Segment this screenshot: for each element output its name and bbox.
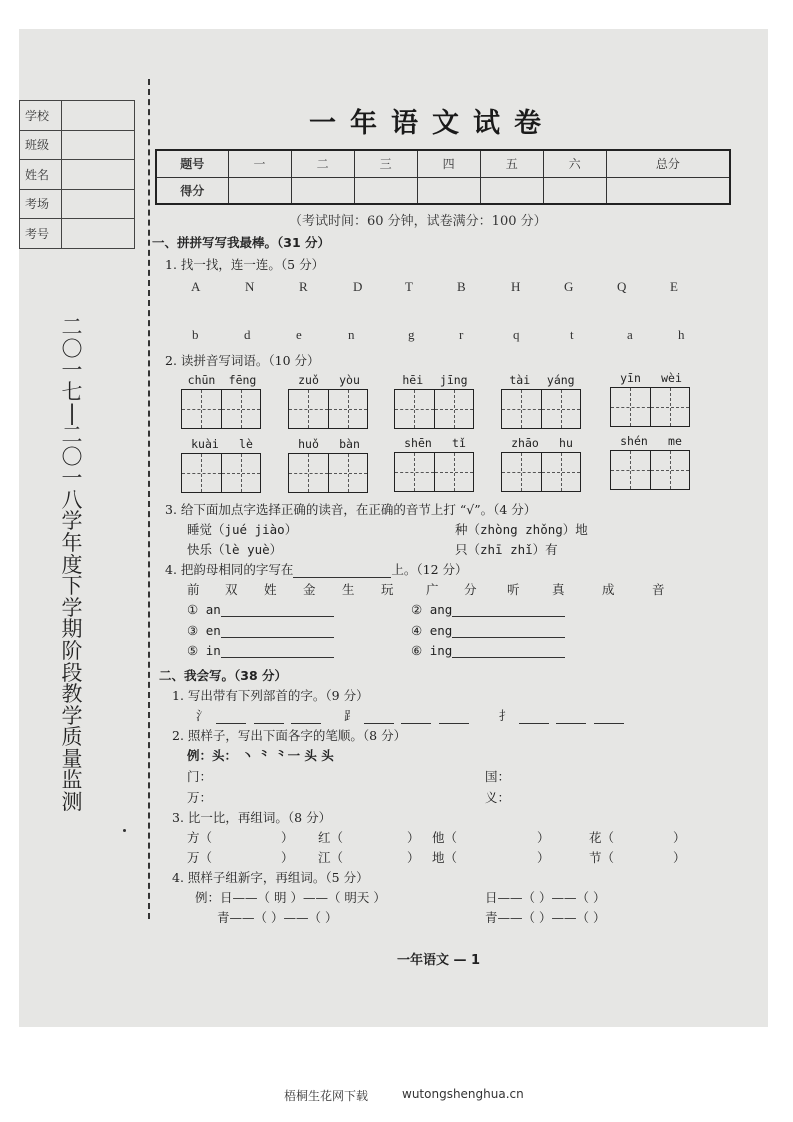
answer-blank[interactable] xyxy=(439,723,469,724)
answer-blank[interactable] xyxy=(594,723,624,724)
info-field-exam-number[interactable] xyxy=(62,219,135,249)
stroke-example: 例：头： 丶 ⺀ ⺀一 头 头 xyxy=(187,748,334,763)
score-header-3: 三 xyxy=(354,150,417,177)
pronunciation-choice[interactable]: 睡觉（jué jiào） xyxy=(187,522,298,537)
answer-blank[interactable] xyxy=(364,723,394,724)
lower-letter[interactable]: g xyxy=(408,327,415,342)
answer-blank[interactable] xyxy=(452,616,565,617)
score-cell-3[interactable] xyxy=(354,177,417,204)
writing-grid[interactable] xyxy=(181,453,261,493)
writing-grid[interactable] xyxy=(610,387,690,427)
upper-letter[interactable]: G xyxy=(564,279,574,294)
stroke-char-yi: 义： xyxy=(485,790,511,805)
writing-grid[interactable] xyxy=(288,389,368,429)
answer-blank[interactable] xyxy=(221,616,334,617)
s1-q2-title: 2. 读拼音写词语。（10 分） xyxy=(165,353,320,368)
pronunciation-choice[interactable]: 只（zhī zhǐ）有 xyxy=(455,542,558,557)
lower-letter[interactable]: d xyxy=(244,327,251,342)
score-cell-2[interactable] xyxy=(291,177,354,204)
pinyin-word-block: shén me xyxy=(610,434,692,490)
pinyin-word-block: kuài lè xyxy=(181,437,263,493)
s1-q1-title: 1. 找一找，连一连。（5 分） xyxy=(165,257,325,272)
pinyin-word-block: hēi jīng xyxy=(394,373,476,429)
page-title: 一年语文试卷 xyxy=(309,108,555,139)
pinyin-word-block: tài yáng xyxy=(501,373,583,429)
final-group-ang: ② ang xyxy=(411,602,565,617)
score-cell-4[interactable] xyxy=(417,177,480,204)
writing-grid[interactable] xyxy=(610,450,690,490)
vertical-exam-title: 二 〇 一 七 | 二 〇 一 八 学 年 度 下 学 期 阶 段 教 学 质 量 监 测 xyxy=(61,315,83,815)
answer-blank[interactable] xyxy=(221,637,334,638)
info-field-exam-room[interactable] xyxy=(62,189,135,219)
upper-letter[interactable]: D xyxy=(353,279,363,294)
writing-grid[interactable] xyxy=(501,389,581,429)
score-header-5: 五 xyxy=(480,150,543,177)
s2-q2-title: 2. 照样子，写出下面各字的笔顺。（8 分） xyxy=(172,728,407,743)
info-label-school: 学校 xyxy=(20,101,62,131)
score-cell-6[interactable] xyxy=(543,177,606,204)
info-field-class[interactable] xyxy=(62,130,135,160)
answer-blank[interactable] xyxy=(216,723,246,724)
upper-letter[interactable]: N xyxy=(245,279,255,294)
score-table xyxy=(155,149,731,205)
lower-letter[interactable]: r xyxy=(459,327,464,342)
final-group-en: ③ en xyxy=(187,623,334,638)
lower-letter[interactable]: h xyxy=(678,327,685,342)
answer-blank[interactable] xyxy=(556,723,586,724)
info-field-name[interactable] xyxy=(62,160,135,190)
final-group-an: ① an xyxy=(187,602,334,617)
compose-line-2-left[interactable]: 青——（ ）——（ ） xyxy=(217,910,338,925)
info-label-class: 班级 xyxy=(20,130,62,160)
pronunciation-choice[interactable]: 种（zhòng zhǒng）地 xyxy=(455,522,588,537)
upper-letter[interactable]: E xyxy=(670,279,678,294)
final-group-eng: ④ eng xyxy=(411,623,565,638)
answer-blank[interactable] xyxy=(519,723,549,724)
upper-letter[interactable]: A xyxy=(191,279,201,294)
answer-blank[interactable] xyxy=(452,657,565,658)
section2-title: 二、我会写。（38 分） xyxy=(159,668,287,683)
upper-letter[interactable]: T xyxy=(405,279,413,294)
answer-blank[interactable] xyxy=(291,723,321,724)
watermark-url[interactable]: wutongshenghua.cn xyxy=(402,1087,524,1101)
info-label-exam-room: 考场 xyxy=(20,189,62,219)
compose-example: 例：日——（ 明 ）——（ 明天 ） xyxy=(195,890,386,905)
score-cell-1[interactable] xyxy=(228,177,291,204)
score-header-4: 四 xyxy=(417,150,480,177)
pronunciation-choice[interactable]: 快乐（lè yuè） xyxy=(187,542,283,557)
writing-grid[interactable] xyxy=(181,389,261,429)
lower-letter[interactable]: t xyxy=(570,327,574,342)
upper-letter[interactable]: H xyxy=(511,279,521,294)
pinyin-word-block: yīn wèi xyxy=(610,371,692,427)
compose-line-2-right[interactable]: 青——（ ）——（ ） xyxy=(485,910,606,925)
answer-blank[interactable] xyxy=(452,637,565,638)
answer-blank[interactable] xyxy=(221,657,334,658)
lower-letter[interactable]: n xyxy=(348,327,355,342)
info-field-school[interactable] xyxy=(62,101,135,131)
s1-q3-title: 3. 给下面加点字选择正确的读音，在正确的音节上打 “√”。（4 分） xyxy=(165,502,537,517)
pinyin-word-block: zuǒ yòu xyxy=(288,373,370,429)
radical-row: 氵 ⻊ 扌 xyxy=(196,706,624,724)
pinyin-word-block: shēn tǐ xyxy=(394,436,476,492)
writing-grid[interactable] xyxy=(394,389,474,429)
info-label-exam-number: 考号 xyxy=(20,219,62,249)
binding-cut-line xyxy=(148,79,150,919)
s2-q3-title: 3. 比一比，再组词。（8 分） xyxy=(172,810,332,825)
writing-grid[interactable] xyxy=(288,453,368,493)
score-row-label: 得分 xyxy=(156,177,228,204)
s2-q4-title: 4. 照样子组新字，再组词。（5 分） xyxy=(172,870,369,885)
score-cell-5[interactable] xyxy=(480,177,543,204)
writing-grid[interactable] xyxy=(394,452,474,492)
page-footer: 一年语文 — 1 xyxy=(397,953,481,968)
score-header-label: 题号 xyxy=(156,150,228,177)
info-label-name: 姓名 xyxy=(20,160,62,190)
section1-title: 一、拼拼写写我最棒。（31 分） xyxy=(152,235,330,250)
pinyin-word-block: chūn fēng xyxy=(181,373,263,429)
score-header-2: 二 xyxy=(291,150,354,177)
lower-letter[interactable]: a xyxy=(627,327,633,342)
exam-info: （考试时间：60 分钟，试卷满分：100 分） xyxy=(289,214,547,229)
upper-letter[interactable]: R xyxy=(299,279,308,294)
final-group-in: ⑤ in xyxy=(187,643,334,658)
upper-letter[interactable]: Q xyxy=(617,279,627,294)
s1-q4-title: 4. 把韵母相同的字写在 上。（12 分） xyxy=(165,562,468,577)
answer-blank[interactable] xyxy=(254,723,284,724)
final-group-ing: ⑥ ing xyxy=(411,643,565,658)
s2-q1-title: 1. 写出带有下列部首的字。（9 分） xyxy=(172,688,369,703)
exam-sheet: 学校 班级 姓名 考场 考号 二 〇 一 七 | 二 〇 一 八 学 年 度 下 学 期 阶 段 教 学 质 量 监 测 一年语文试卷 题号 一 二 三 四 五 六 总分 得分 （考试时间：60 分钟，试卷满分：100 分） 一、拼拼写写我最棒。（31 分） 1. 找一找，连一连。（5 分） A N R D T B H G Q E b d e n g r q t a h 2. 读拼音写词语。（10 分） chūn fēng zuǒ yòu hēi jīng tài yáng yīn wèi kuài lè huǒ bàn shēn tǐ zhāo hu shén me 3. 给下面加点字选择正确的读音，在正确的音节上打 “√”。（4 分） 睡觉（jué jiào） 种（zhòng zhǒng）地 快乐（lè yuè） 只（zhī zhǐ）有 4. 把韵母相同的字写在 上。（12 分） 前 双 姓 金 生 玩 广 分 听 真 成 音 ① an ② ang ③ en ④ eng ⑤ in ⑥ ing 二、我会写。（38 分） 1. 写出带有下列部首的字。（9 分） 氵 ⻊ 扌 2. 照样子，写出下面各字的笔顺。（8 分） 例：头： 丶 ⺀ ⺀一 头 头 门： 国： 万： 义： 3. 比一比，再组词。（8 分） 方（ ） 红（ ） 他（ ） 花（ ） 万（ ） 江（ ） 地（ ） 节（ ） 4. 照样子组新字，再组词。（5 分） 例：日——（ 明 ）——（ 明天 ） 日——（ ）——（ ） 青——（ ）——（ ） 青——（ ）——（ ） 一年语文 — 1 xyxy=(19,29,768,1027)
score-header-6: 六 xyxy=(543,150,606,177)
watermark-text: 梧桐生花网下载 xyxy=(284,1089,369,1103)
title-blank xyxy=(293,577,391,578)
dot-mark xyxy=(123,829,126,832)
score-cell-total[interactable] xyxy=(606,177,730,204)
lower-letter[interactable]: b xyxy=(192,327,199,342)
score-header-total: 总分 xyxy=(606,150,730,177)
pinyin-word-block: huǒ bàn xyxy=(288,437,370,493)
answer-blank[interactable] xyxy=(401,723,431,724)
stroke-char-wan: 万： xyxy=(187,790,213,805)
lower-letter[interactable]: e xyxy=(296,327,302,342)
compose-line-1-right[interactable]: 日——（ ）——（ ） xyxy=(485,890,606,905)
student-info-table xyxy=(19,100,135,249)
upper-letter[interactable]: B xyxy=(457,279,466,294)
pinyin-word-block: zhāo hu xyxy=(501,436,583,492)
stroke-char-men: 门： xyxy=(187,769,213,784)
lower-letter[interactable]: q xyxy=(513,327,520,342)
stroke-char-guo: 国： xyxy=(485,769,511,784)
writing-grid[interactable] xyxy=(501,452,581,492)
score-header-1: 一 xyxy=(228,150,291,177)
